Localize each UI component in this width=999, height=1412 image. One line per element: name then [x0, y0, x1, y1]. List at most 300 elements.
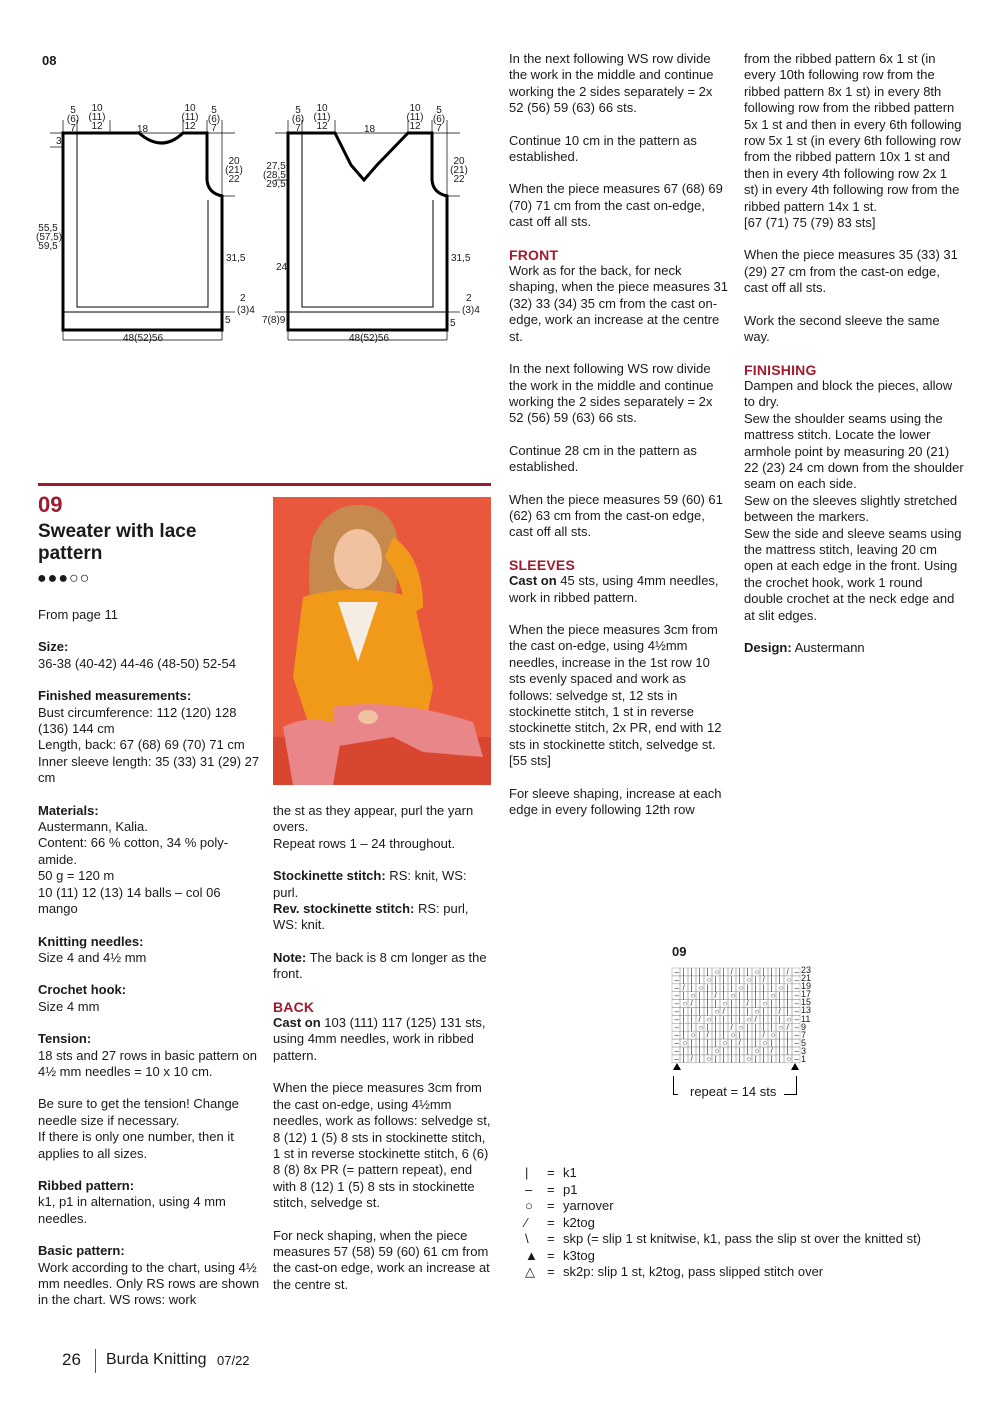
chart-cell-symbol: |	[682, 1030, 685, 1040]
chart-cell-symbol: |	[714, 1054, 717, 1064]
chart-cell-symbol: |	[690, 967, 693, 977]
chart-cell-symbol: ○	[746, 975, 752, 985]
chart-row-label: 9	[801, 1021, 807, 1032]
chart-cell-symbol: |	[754, 991, 757, 1001]
chart-cell-symbol: |	[706, 967, 709, 977]
column-4	[744, 51, 964, 672]
chart-cell-symbol: |	[722, 967, 725, 977]
repeat-bracket-left	[673, 1076, 678, 1095]
chart-cell-symbol: |	[722, 983, 725, 993]
chart-row-label: 13	[801, 1005, 812, 1016]
sleeves-p3: For sleeve shaping, increase at each edge in every following 12th row	[509, 785, 722, 818]
legend-row	[525, 1182, 577, 1198]
chart-cell-symbol: –	[794, 1014, 799, 1024]
chart-cell-symbol: |	[682, 1046, 685, 1056]
chart-cell-symbol: |	[738, 1014, 741, 1024]
stock-value: RS: knit, WS: purl.	[273, 868, 467, 900]
chart-cell-symbol: /	[722, 1007, 725, 1016]
design-credit	[744, 640, 964, 656]
chart-cell-symbol: |	[714, 975, 717, 985]
legend-text: k1	[563, 1165, 577, 1180]
design-label: Design:	[744, 640, 792, 655]
chart-cell-symbol: –	[794, 983, 799, 993]
chart-cell-symbol: |	[730, 975, 733, 985]
chart-cell-symbol: |	[698, 999, 701, 1009]
legend-text: p1	[563, 1181, 578, 1197]
chart-cell-symbol: ○	[754, 967, 760, 977]
chart-cell-symbol: /	[786, 1022, 789, 1032]
chart-cell-symbol: |	[738, 1054, 741, 1064]
col3-p2: Continue 10 cm in the pattern as established.	[509, 132, 697, 165]
chart-cell-symbol: ○	[682, 999, 688, 1009]
chart-cell-symbol: |	[738, 999, 741, 1009]
chart-cell-symbol: ○	[714, 1007, 720, 1016]
chart-cell-symbol: –	[674, 983, 679, 993]
chart-cell-symbol: |	[770, 1014, 773, 1024]
sleeves-p2: When the piece measures 3cm from the cast on-edge, using 4½mm needles, increase in the 1st row 10 sts evenly spaced and work as follows: selvedge st, 12 sts in stockinette stitch, 1 st in reverse stockinette stitch, 2x PR, end with 12 sts in stockinette stitch, selvedge st. [55 sts]	[509, 621, 722, 769]
chart-cell-symbol: |	[778, 1054, 781, 1064]
chart-cell-symbol: |	[754, 1054, 757, 1064]
chart-cell-symbol: |	[706, 991, 709, 1001]
sleeves-cast-on	[509, 573, 729, 606]
legend-row	[525, 1165, 577, 1181]
magazine-name: Burda Knitting	[106, 1351, 207, 1368]
finishing-heading: FINISHING	[744, 361, 817, 378]
legend-symbol-icon: ○	[525, 1198, 533, 1213]
chart-row-labels	[801, 966, 811, 1063]
chart-cell-symbol: –	[674, 1014, 679, 1024]
chart-cell-symbol: ○	[706, 1054, 712, 1064]
chart-cell-symbol: ○	[714, 1046, 720, 1056]
chart-cell-symbol: ○	[738, 983, 744, 993]
front-label-top-left-b: 10 (11) 12	[313, 103, 331, 132]
hook-value: Size 4 mm	[38, 998, 100, 1014]
chart-cell-symbol: |	[714, 1038, 717, 1048]
chart-cell-symbol: –	[674, 1030, 679, 1040]
chart-cell-symbol: |	[722, 991, 725, 1001]
chart-cell-symbol: ○	[738, 1022, 744, 1032]
chart-cell-symbol: |	[706, 1046, 709, 1056]
chart-cell-symbol: ○	[690, 1030, 696, 1040]
chart-cell-symbol: |	[682, 1014, 685, 1024]
back-heading: BACK	[273, 998, 315, 1015]
chart-row-label: 21	[801, 973, 812, 984]
chart-cell-symbol: |	[706, 1007, 709, 1016]
back-cast-on	[273, 1015, 491, 1064]
chart-cell-symbol: |	[762, 1046, 765, 1056]
hook-label: Crochet hook:	[38, 982, 127, 998]
chart-cell-symbol: |	[738, 1007, 741, 1016]
basic-value: Work according to the chart, using 4½ mm needles. Only RS rows are shown in the chart. WS rows: work	[38, 1259, 260, 1308]
page-number: 26	[62, 1350, 81, 1369]
basic-cont: the st as they appear, purl the yarn overs.	[273, 803, 474, 835]
legend-equals: =	[547, 1247, 555, 1263]
chart-cell-symbol: ○	[722, 999, 728, 1009]
chart-cell-symbol: ○	[786, 975, 792, 985]
chart-cell-symbol: |	[746, 1038, 749, 1048]
legend-symbol-icon: ⁄	[525, 1214, 528, 1230]
back-cast-label: Cast on	[273, 1015, 321, 1031]
tension-value: 18 sts and 27 rows in basic pattern on 4½ mm needles = 10 x 10 cm.	[38, 1047, 257, 1079]
chart-cell-symbol: ○	[722, 1038, 728, 1048]
chart-cell-symbol: |	[778, 975, 781, 985]
chart-cell-symbol: ○	[746, 1014, 752, 1024]
chart-cell-symbol: ○	[730, 991, 736, 1001]
chart-row-label: 7	[801, 1029, 807, 1040]
chart-cell-symbol: |	[738, 975, 741, 985]
legend-text: k3tog	[563, 1247, 595, 1263]
chart-cell-symbol: ○	[706, 975, 712, 985]
column-2	[273, 803, 491, 1309]
chart-cell-symbol: /	[682, 983, 685, 993]
chart-cell-symbol: |	[682, 1007, 685, 1016]
chart-cell-symbol: |	[762, 991, 765, 1001]
column-1	[38, 607, 260, 1309]
chart-cell-symbol: –	[674, 967, 679, 977]
chart-cell-symbol: –	[794, 991, 799, 1001]
front-p2: In the next following WS row divide the work in the middle and continue working the 2 sides separately = 2x 52 (56) 59 (63) 66 sts.	[509, 361, 714, 426]
chart-cell-symbol: |	[706, 983, 709, 993]
chart-cell-symbol: –	[674, 1046, 679, 1056]
rev-stockinette-def	[273, 901, 491, 934]
size-label: Size:	[38, 639, 69, 655]
materials-label: Materials:	[38, 802, 99, 818]
chart-cell-symbol: |	[722, 1054, 725, 1064]
from-page: From page 11	[38, 607, 118, 622]
chart-row-label: 1	[801, 1054, 807, 1065]
chart-cell-symbol: |	[730, 1054, 733, 1064]
chart-cell-symbol: ○	[778, 1022, 784, 1032]
chart-cell-symbol: |	[706, 1022, 709, 1032]
finished-label: Finished measurements:	[38, 688, 192, 704]
legend-row	[525, 1264, 823, 1280]
model-photo	[273, 497, 491, 785]
chart-cell-symbol: |	[714, 1030, 717, 1040]
chart-cell-symbol: |	[682, 1022, 685, 1032]
chart-cell-symbol: |	[690, 1046, 693, 1056]
chart-cell-symbol: |	[746, 1046, 749, 1056]
back-label-armhole: 20 (21) 22	[225, 156, 243, 185]
tension-note-2: If there is only one number, then it applies to all sizes.	[38, 1129, 234, 1161]
chart-cell-symbol: |	[746, 1022, 749, 1032]
chart-cell-symbol: –	[794, 999, 799, 1009]
front-label-top-right-b: 10 (11) 12	[406, 103, 424, 132]
chart-number: 09	[672, 944, 687, 959]
chart-cell-symbol: ○	[746, 1054, 752, 1064]
chart-cell-symbol: –	[794, 1007, 799, 1016]
chart-cell-symbol: /	[690, 1054, 693, 1064]
legend-equals: =	[547, 1181, 555, 1197]
ribbed-value: k1, p1 in alternation, using 4 mm needles.	[38, 1194, 226, 1226]
front-label-rib-height: 5	[450, 318, 456, 329]
chart-cell-symbol: |	[690, 1007, 693, 1016]
chart-cell-symbol: ○	[786, 1054, 792, 1064]
chart-cell-symbol: |	[770, 967, 773, 977]
chart-cell-symbol: |	[698, 1046, 701, 1056]
front-schematic	[275, 120, 460, 340]
sleeves-cast-label: Cast on	[509, 573, 557, 589]
chart-cell-symbol: |	[722, 975, 725, 985]
chart-cell-symbol: |	[706, 1038, 709, 1048]
needles-value: Size 4 and 4½ mm	[38, 949, 147, 965]
chart-cell-symbol: /	[730, 967, 733, 977]
chart-cell-symbol: |	[770, 1007, 773, 1016]
chart-cell-symbol: –	[794, 1054, 799, 1064]
back-label-top-center: 18	[137, 124, 149, 135]
chart-cell-symbol: ○	[714, 967, 720, 977]
materials-1: Austermann, Kalia.	[38, 819, 148, 835]
chart-row-label: 19	[801, 981, 812, 992]
chart-cell-symbol: |	[698, 1030, 701, 1040]
chart-cell-symbol: |	[698, 1007, 701, 1016]
note	[273, 950, 491, 983]
chart-cell-symbol: /	[698, 1014, 701, 1024]
chart-cell-symbol: |	[786, 999, 789, 1009]
sleeves-cast-value: 45 sts, using 4mm needles, work in ribbed pattern.	[509, 573, 719, 605]
legend-text: skp (= slip 1 st knitwise, k1, pass the slip st over the knitted st)	[563, 1231, 922, 1246]
issue-number: 07/22	[217, 1353, 250, 1368]
chart-cell-symbol: |	[778, 999, 781, 1009]
chart-cell-symbol: |	[690, 975, 693, 985]
chart-cell-symbol: –	[674, 1007, 679, 1016]
stockinette-def	[273, 868, 491, 901]
lace-chart	[670, 966, 802, 1076]
chart-row-label: 11	[801, 1013, 811, 1024]
front-p1: Work as for the back, for neck shaping, when the piece measures 31 (32) 33 (34) 35 cm from the cast on-edge, work an increase at the centre st.	[509, 263, 728, 344]
stock-label: Stockinette stitch:	[273, 868, 386, 884]
back-label-rib-bottom: (3)4	[237, 305, 255, 316]
chart-cell-symbol: |	[754, 999, 757, 1009]
chart-cell-symbol: |	[682, 1054, 685, 1064]
col4-p3: Work the second sleeve the same way.	[744, 312, 940, 345]
col4-p2: When the piece measures 35 (33) 31 (29) 27 cm from the cast-on edge, cast off all sts.	[744, 247, 958, 296]
chart-cell-symbol: ○	[778, 983, 784, 993]
chart-cell-symbol: |	[778, 1014, 781, 1024]
chart-cell-symbol: ○	[770, 991, 776, 1001]
chart-cell-symbol: |	[786, 991, 789, 1001]
chart-cell-symbol: /	[738, 1038, 741, 1048]
ribbed-label: Ribbed pattern:	[38, 1177, 135, 1193]
chart-cell-symbol: |	[746, 983, 749, 993]
back-label-rib-height: 5	[225, 315, 231, 326]
chart-cell-symbol: /	[706, 1030, 709, 1040]
front-heading: FRONT	[509, 246, 559, 263]
finishing-2: Sew the shoulder seams using the mattress stitch. Locate the lower armhole point by measuring 20 (21) 22 (23) 24 cm down from the shoulder seam on each side.	[744, 410, 964, 492]
chart-cell-symbol: |	[770, 999, 773, 1009]
chart-cell-symbol: |	[698, 1038, 701, 1048]
chart-cell-symbol: /	[786, 967, 789, 977]
chart-cell-symbol: |	[778, 967, 781, 977]
front-label-left-length: 24	[276, 262, 288, 273]
chart-cell-symbol: |	[746, 1030, 749, 1040]
col4-p1b: [67 (71) 75 (79) 83 sts]	[744, 215, 876, 231]
chart-cell-symbol: |	[722, 1030, 725, 1040]
chart-cell-symbol: |	[778, 1046, 781, 1056]
front-label-rib-top: 2	[466, 293, 472, 304]
column-3	[509, 51, 729, 834]
back-p3: For neck shaping, when the piece measures 57 (58) 59 (60) 61 cm from the cast-on edge, work an increase at the centre st.	[273, 1227, 490, 1292]
chart-cell-symbol: |	[738, 991, 741, 1001]
chart-cell-symbol: |	[682, 991, 685, 1001]
chart-row-label: 17	[801, 989, 812, 1000]
front-p4: When the piece measures 59 (60) 61 (62) 63 cm from the cast-on edge, cast off all sts.	[509, 491, 723, 540]
finished-bust: Bust circumference: 112 (120) 128 (136) 144 cm	[38, 704, 237, 737]
note-label: Note:	[273, 949, 307, 965]
back-label-top-right-b: 10 (11) 12	[181, 103, 199, 132]
legend-symbol-icon: |	[525, 1165, 529, 1180]
design-value: Austermann	[791, 640, 865, 655]
chart-cell-symbol: |	[730, 1014, 733, 1024]
chart-cell-symbol: |	[786, 1046, 789, 1056]
back-label-left-small: 3	[56, 136, 62, 147]
chart-cell-symbol: |	[786, 1030, 789, 1040]
legend-equals: =	[547, 1264, 555, 1279]
legend-equals: =	[547, 1198, 555, 1213]
chart-cell-symbol: |	[722, 1014, 725, 1024]
back-label-rib-top: 2	[240, 293, 246, 304]
chart-cell-symbol: –	[794, 975, 799, 985]
chart-cell-symbol: /	[762, 1030, 765, 1040]
back-cast-value: 103 (111) 117 (125) 131 sts, using 4mm needles, work in ribbed pattern.	[273, 1015, 486, 1063]
chart-cell-symbol: |	[746, 967, 749, 977]
chart-cell-symbol: |	[714, 999, 717, 1009]
finished-sleeve: Inner sleeve length: 35 (33) 31 (29) 27 cm	[38, 753, 260, 786]
chart-cell-symbol: |	[762, 1007, 765, 1016]
chart-cell-symbol: |	[682, 975, 685, 985]
chart-cell-symbol: |	[754, 1030, 757, 1040]
chart-cell-symbol: –	[674, 991, 679, 1001]
chart-cell-symbol: |	[778, 1038, 781, 1048]
chart-cell-symbol: |	[762, 1014, 765, 1024]
front-label-side: 31,5	[451, 253, 471, 264]
chart-cell-symbol: |	[770, 1038, 773, 1048]
article-divider	[38, 483, 491, 486]
chart-cell-symbol: |	[746, 1007, 749, 1016]
chart-cell-symbol: /	[690, 999, 693, 1009]
finished-length: Length, back: 67 (68) 69 (70) 71 cm	[38, 737, 245, 753]
footer-divider	[95, 1349, 96, 1373]
chart-cell-symbol: |	[762, 967, 765, 977]
chart-cell-symbol: –	[794, 967, 799, 977]
chart-row-label: 15	[801, 997, 812, 1008]
chart-row-label: 5	[801, 1037, 807, 1048]
back-label-top-right-a: 5 (6) 7	[207, 105, 221, 134]
article-number: 09	[38, 492, 63, 517]
legend-row	[525, 1215, 595, 1231]
chart-cell-symbol: ○	[762, 999, 768, 1009]
chart-cell-symbol: |	[714, 983, 717, 993]
chart-cell-symbol: |	[730, 1007, 733, 1016]
chart-cell-symbol: |	[690, 1022, 693, 1032]
back-label-left-length: 55,5 (57,5) 59,5	[36, 223, 63, 252]
chart-cell-symbol: |	[754, 975, 757, 985]
chart-cell-symbol: |	[754, 1022, 757, 1032]
chart-cell-symbol: /	[730, 1022, 733, 1032]
back-p2: When the piece measures 3cm from the cast on-edge, using 4½mm needles, work as follows: selvedge st, 8 (12) 1 (5) 8 sts in stockinette stitch, 1 st in reverse stockinette stitch, 6 (6) 8 (8) 8x PR (= pattern repeat), end with 8 (12) 1 (5) 8 sts in stockinette stitch, selvedge st.	[273, 1080, 491, 1211]
chart-cell-symbol: –	[794, 1030, 799, 1040]
materials-4: 10 (11) 12 (13) 14 balls – col 06 mango	[38, 884, 221, 917]
chart-cell-symbol: ○	[762, 1038, 768, 1048]
repeat-rows: Repeat rows 1 – 24 throughout.	[273, 835, 456, 851]
chart-cell-symbol: |	[770, 983, 773, 993]
chart-cell-symbol: ○	[786, 1014, 792, 1024]
chart-cell-symbol: |	[730, 1046, 733, 1056]
chart-cell-symbol: –	[674, 1038, 679, 1048]
chart-cell-symbol: /	[778, 1007, 781, 1016]
back-label-width: 48(52)56	[123, 333, 164, 344]
chart-cell-symbol: |	[746, 991, 749, 1001]
basic-label: Basic pattern:	[38, 1243, 125, 1259]
front-label-rib-bottom: (3)4	[462, 305, 480, 316]
chart-cell-symbol: –	[674, 975, 679, 985]
chart-cell-symbol: |	[714, 1022, 717, 1032]
chart-cell-symbol: |	[770, 1022, 773, 1032]
legend-equals: =	[547, 1165, 555, 1180]
chart-cell-symbol: |	[738, 1046, 741, 1056]
chart-cell-symbol: ○	[682, 1038, 688, 1048]
chart-cell-symbol: |	[690, 1038, 693, 1048]
chart-cell-symbol: |	[762, 1022, 765, 1032]
chart-cell-symbol: ○	[698, 983, 704, 993]
chart-cell-symbol: –	[674, 1054, 679, 1064]
col3-p1: In the next following WS row divide the work in the middle and continue working the 2 sides separately = 2x 52 (56) 59 (63) 66 sts.	[509, 51, 714, 116]
legend-row	[525, 1248, 595, 1264]
chart-cell-symbol: ○	[706, 1014, 712, 1024]
chart-cell-symbol: |	[754, 983, 757, 993]
front-label-top-right-a: 5 (6) 7	[432, 105, 446, 134]
chart-cell-symbol: |	[714, 1014, 717, 1024]
chart-row-label: 23	[801, 965, 812, 975]
finishing-1: Dampen and block the pieces, allow to dry.	[744, 377, 953, 410]
chart-cell-symbol: |	[698, 991, 701, 1001]
legend-symbol-icon: △	[525, 1264, 535, 1279]
chart-cell-symbol: |	[738, 967, 741, 977]
legend-text: sk2p: slip 1 st, k2tog, pass slipped stitch over	[563, 1264, 824, 1279]
legend-row	[525, 1198, 614, 1214]
schematic-number: 08	[42, 53, 57, 68]
chart-cell-symbol: /	[714, 991, 717, 1001]
chart-cell-symbol: |	[786, 1007, 789, 1016]
legend-equals: =	[547, 1214, 555, 1230]
chart-cell-symbol: |	[770, 975, 773, 985]
chart-cell-symbol: |	[754, 1038, 757, 1048]
back-schematic	[50, 120, 235, 340]
legend-text: k2tog	[563, 1214, 595, 1230]
legend-symbol-icon: –	[525, 1181, 533, 1197]
materials-3: 50 g = 120 m	[38, 868, 115, 884]
chart-cell-symbol: /	[762, 975, 765, 985]
article-title: Sweater with lace pattern	[38, 521, 197, 564]
chart-cell-symbol: |	[698, 975, 701, 985]
front-label-armhole: 20 (21) 22	[450, 156, 468, 185]
repeat-bracket-right	[784, 1076, 797, 1095]
back-label-top-left-b: 10 (11) 12	[88, 103, 106, 132]
finishing-4: Sew the side and sleeve seams using the mattress stitch, leaving 20 cm open at each edge in the front. Using the crochet hook, work 1 round double crochet at the neck edge and at slit edges.	[744, 525, 962, 623]
chart-cell-symbol: –	[674, 1022, 679, 1032]
front-label-left-bottom: 7(8)9	[262, 315, 286, 326]
chart-cell-symbol: |	[770, 1054, 773, 1064]
front-label-neck-depth: 27,5 (28,5) 29,5	[263, 161, 290, 190]
back-label-side: 31,5	[226, 253, 246, 264]
chart-cell-symbol: |	[786, 983, 789, 993]
front-p3: Continue 28 cm in the pattern as established.	[509, 442, 697, 475]
legend-symbol-icon: \	[525, 1231, 529, 1246]
chart-cell-symbol: |	[762, 1054, 765, 1064]
chart-cell-symbol: –	[794, 1046, 799, 1056]
chart-cell-symbol: ○	[754, 1046, 760, 1056]
legend-symbol-icon: ▲	[525, 1247, 538, 1263]
chart-cell-symbol: |	[778, 1030, 781, 1040]
